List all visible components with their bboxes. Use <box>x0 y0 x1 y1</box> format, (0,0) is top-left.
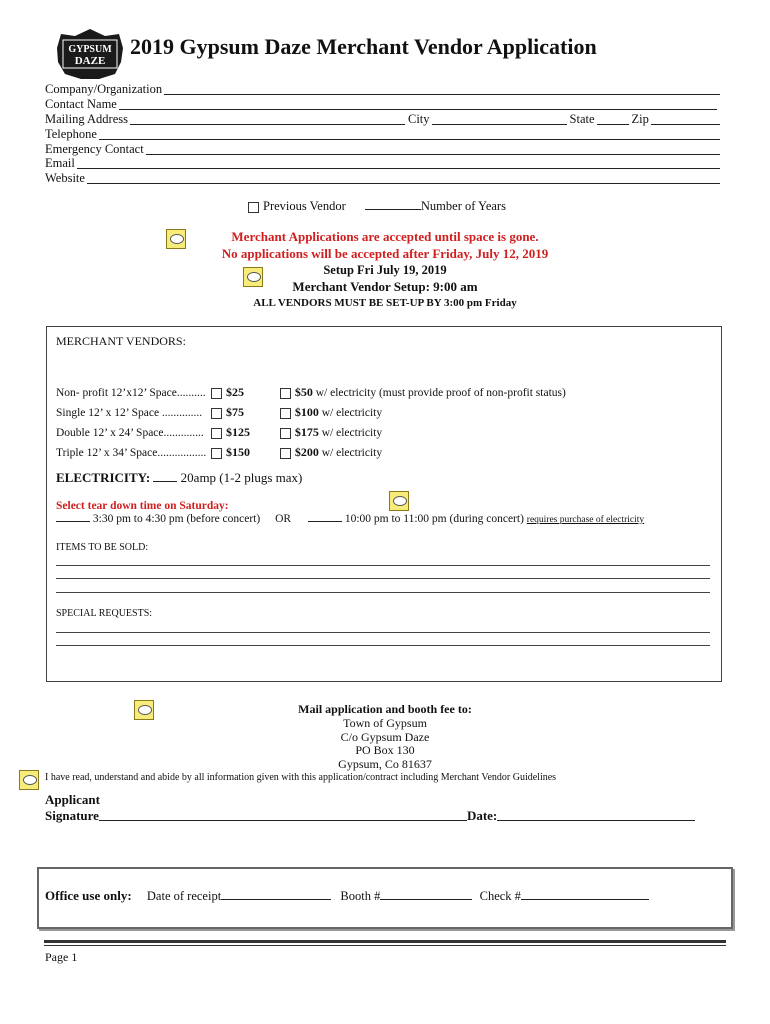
previous-vendor-label: Previous Vendor <box>263 199 346 213</box>
setup-deadline: ALL VENDORS MUST BE SET-UP BY 3:00 pm Friday <box>253 297 517 309</box>
mailing-address-label: Mailing Address <box>45 112 128 126</box>
fee-row-nonprofit <box>56 385 566 400</box>
space-price: $75 <box>226 405 244 419</box>
email-label: Email <box>45 156 75 170</box>
electric-text: w/ electricity <box>318 407 383 419</box>
special-requests-label: SPECIAL REQUESTS: <box>56 608 153 619</box>
company-field[interactable] <box>45 82 721 97</box>
electric-text: w/ electricity <box>318 447 383 459</box>
date-receipt-line[interactable] <box>221 899 331 900</box>
teardown-options <box>56 513 644 525</box>
check-label: Check # <box>479 889 521 903</box>
items-line[interactable] <box>56 565 710 566</box>
space-checkbox[interactable] <box>211 408 222 419</box>
footer-rule <box>44 940 726 943</box>
date-receipt-label: Date of receipt <box>146 889 222 903</box>
emergency-contact-label: Emergency Contact <box>45 142 144 156</box>
comment-note-icon[interactable] <box>19 770 39 790</box>
teardown-option2-line[interactable] <box>308 521 342 522</box>
teardown-option2: 10:00 pm to 11:00 pm (during concert) <box>344 513 524 525</box>
page-number: Page 1 <box>45 950 78 964</box>
telephone-label: Telephone <box>45 127 97 141</box>
special-requests-line[interactable] <box>56 632 710 633</box>
electric-checkbox[interactable] <box>280 388 291 399</box>
space-checkbox[interactable] <box>211 388 222 399</box>
logo-text-2: DAZE <box>74 55 106 67</box>
notice-line-1: Merchant Applications are accepted until space is gone. <box>231 229 539 244</box>
items-label: ITEMS TO BE SOLD: <box>56 542 149 553</box>
space-label: Double 12’ x 24’ Space.............. <box>56 427 204 439</box>
mail-line-2: C/o Gypsum Daze <box>340 730 430 744</box>
contact-name-label: Contact Name <box>45 97 117 111</box>
teardown-option1: 3:30 pm to 4:30 pm (before concert) <box>92 513 261 525</box>
page-title: 2019 Gypsum Daze Merchant Vendor Application <box>130 34 597 59</box>
date-line[interactable] <box>497 820 695 821</box>
years-label: Number of Years <box>420 199 506 213</box>
previous-vendor-checkbox[interactable] <box>248 202 259 213</box>
city-label: City <box>407 112 430 126</box>
date-label: Date: <box>466 808 498 823</box>
fee-row-single <box>56 405 382 420</box>
mail-heading: Mail application and booth fee to: <box>298 702 472 716</box>
electricity-label: ELECTRICITY: <box>56 470 151 485</box>
email-field[interactable] <box>45 156 721 171</box>
comment-note-icon[interactable] <box>134 700 154 720</box>
setup-date: Setup Fri July 19, 2019 <box>323 263 447 277</box>
space-price: $150 <box>226 445 250 459</box>
teardown-or: OR <box>275 513 292 525</box>
years-input-line[interactable] <box>365 209 421 210</box>
state-label: State <box>569 112 595 126</box>
teardown-option1-line[interactable] <box>56 521 90 522</box>
signature-label: Signature <box>45 808 99 823</box>
teardown-heading: Select tear down time on Saturday: <box>56 500 229 512</box>
contact-name-field[interactable] <box>45 97 718 112</box>
merchant-setup-time: Merchant Vendor Setup: 9:00 am <box>292 279 478 294</box>
notice-line-2: No applications will be accepted after Friday, July 12, 2019 <box>221 246 549 261</box>
check-line[interactable] <box>521 899 649 900</box>
electric-text: w/ electricity (must provide proof of non-profit status) <box>312 387 566 399</box>
previous-vendor-row <box>248 199 506 214</box>
fee-row-triple <box>56 445 382 460</box>
electricity-input-line[interactable] <box>153 481 177 482</box>
emergency-contact-field[interactable] <box>45 142 721 157</box>
office-use-label: Office use only: <box>45 888 132 903</box>
mailing-address-field[interactable] <box>45 112 721 127</box>
booth-label: Booth # <box>340 889 381 903</box>
space-label: Triple 12’ x 34’ Space................. <box>56 447 207 459</box>
office-use-row <box>45 888 649 904</box>
mail-line-1: Town of Gypsum <box>343 716 427 730</box>
comment-note-icon[interactable] <box>389 491 409 511</box>
electric-text: w/ electricity <box>318 427 383 439</box>
telephone-field[interactable] <box>45 127 721 142</box>
space-label: Non- profit 12’x12’ Space.......... <box>56 387 206 399</box>
electric-checkbox[interactable] <box>280 408 291 419</box>
items-line[interactable] <box>56 578 710 579</box>
electric-checkbox[interactable] <box>280 448 291 459</box>
space-label: Single 12’ x 12’ Space .............. <box>56 407 203 419</box>
gypsum-daze-logo <box>55 28 125 80</box>
zip-label: Zip <box>631 112 649 126</box>
electric-price: $175 <box>294 425 319 439</box>
teardown-note: requires purchase of electricity <box>526 515 645 525</box>
electric-checkbox[interactable] <box>280 428 291 439</box>
space-checkbox[interactable] <box>211 448 222 459</box>
items-line[interactable] <box>56 592 710 593</box>
signature-line[interactable] <box>99 820 467 821</box>
electricity-text: 20amp (1-2 plugs max) <box>180 470 303 485</box>
space-price: $25 <box>226 385 244 399</box>
special-requests-line[interactable] <box>56 645 710 646</box>
website-field[interactable] <box>45 171 721 186</box>
electric-price: $50 <box>294 385 313 399</box>
electric-price: $200 <box>294 445 319 459</box>
fee-row-double <box>56 425 382 440</box>
merchant-vendors-heading: MERCHANT VENDORS: <box>56 334 186 348</box>
signature-row <box>45 808 721 824</box>
booth-line[interactable] <box>380 899 472 900</box>
website-label: Website <box>45 171 85 185</box>
mail-line-4: Gypsum, Co 81637 <box>338 757 432 771</box>
company-label: Company/Organization <box>45 82 163 96</box>
space-checkbox[interactable] <box>211 428 222 439</box>
mail-line-3: PO Box 130 <box>355 743 415 757</box>
agreement-text: I have read, understand and abide by all information given with this application/contract including Merchant Vendor Guidelines <box>45 772 557 783</box>
electricity-row <box>56 470 302 486</box>
applicant-label: Applicant <box>45 792 100 807</box>
footer-rule <box>44 945 726 946</box>
space-price: $125 <box>226 425 250 439</box>
electric-price: $100 <box>294 405 319 419</box>
logo-text-1: GYPSUM <box>68 44 112 55</box>
